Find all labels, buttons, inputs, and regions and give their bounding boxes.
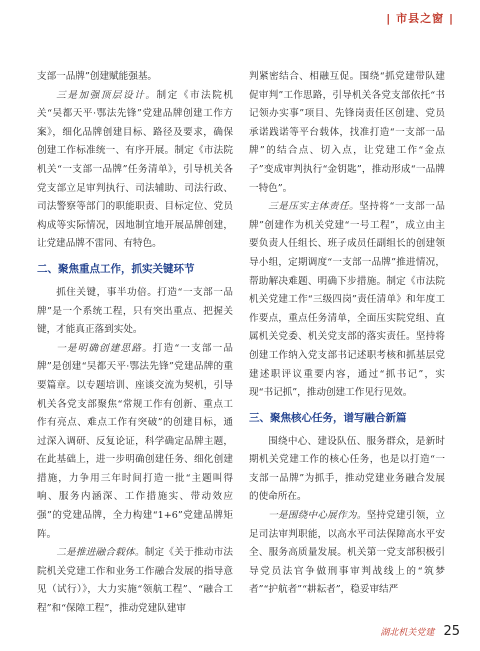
- paragraph-body: 坚持将“一支部一品牌”创建作为机关党建“一号工程”，成立由主要负责人任组长、班子成员任副组长的创建领导小组，定期调度“一支部一品牌”推进情况，帮助解决难题、明确下步措施。制定《市法院机关党建工作“三级四岗”责任清单》和年度工作要点，重点任务清单，全面压实院党组、直属机关党委、机关党支部的落实责任。坚持将创建工作纳入党支部书记述职考核和抓基层党建述职评议重要内容，通过“抓书记”，实现“书记抓”，推动创建工作见行见效。: [249, 201, 446, 399]
- paragraph-lead: 三是加强顶层设计。: [56, 89, 157, 101]
- paragraph-body: 打造“一支部一品牌”是创建“吴都天平·鄂法先锋”党建品牌的重要篇章。以专题培训、座谈交流为契机，引导机关各党支部聚焦“常规工作有创新、重点工作有亮点、难点工作有突破”的创建目标，通过深入调研、反复论证，科学确定品牌主题，在此基础上，进一步明确创建任务、细化创建措施，力争用三年时间打造一批“主题叫得响、服务内涵深、工作措施实、带动效应强”的党建品牌，全力构建“1+6”党建品牌矩阵。: [37, 342, 234, 540]
- paragraph: [249, 507, 445, 600]
- paragraph-lead: 二是推进融合载体。: [56, 547, 145, 559]
- paragraph: [37, 544, 233, 618]
- section-heading: 三、聚焦核心任务，谱写融合新篇: [249, 411, 407, 424]
- paragraph: 支部一品牌”创建赋能强基。: [37, 71, 158, 82]
- section-tag: | 市县之窗 |: [386, 12, 454, 25]
- paragraph-lead: 一是围绕中心展作为。: [268, 510, 367, 522]
- paragraph-lead: 一是明确创建思路。: [56, 342, 153, 354]
- right-column: [249, 68, 445, 600]
- page-footer: [380, 620, 460, 639]
- paragraph-body: 坚持党建引领，立足司法审判职能，以高水平司法保障高水平安全、服务高质量发展。机关第一党支部积极引导党员法官争做刑事审判战线上的“筑梦者”“护航者”“耕耘者”，稳妥审结严: [249, 510, 446, 596]
- section-heading: 二、聚焦重点工作，抓实关键环节: [37, 262, 195, 275]
- paragraph: [249, 198, 445, 403]
- paragraph: [37, 340, 233, 545]
- paragraph-body: 制定《市法院机关“吴都天平·鄂法先锋”党建品牌创建工作方案》，细化品牌创建目标、路径及要求，确保创建工作标准统一、有序开展。制定《市法院机关“一支部一品牌”任务清单》，引导机关各党支部立足审判执行、司法辅助、司法行政、司法警察等部门的职能职责、目标定位、党员构成等实际情况，因地制宜地开展品牌创建，让党建品牌不雷同、有特色。: [37, 89, 234, 250]
- paragraph: 抓住关键，事半功倍。打造“一支部一品牌”是一个系统工程，只有突出重点、把握关键，才能真正落到实处。: [37, 286, 233, 336]
- paragraph-lead: 三是压实主体责任。: [268, 201, 360, 213]
- paragraph: 判紧密结合、相融互促。围绕“抓党建带队建促审判”工作思路，引导机关各党支部依托“书记领办实事”项目、先锋岗责任区创建、党员承诺践诺等平台载体，找准打造“一支部一品牌”的结合点、切入点，让党建工作“金点子”变成审判执行“金钥匙”，推动形成“一品牌一特色”。: [249, 71, 445, 194]
- paragraph: [37, 87, 233, 254]
- paragraph-body: 制定《关于推动市法院机关党建工作和业务工作融合发展的指导意见（试行）》，大力实施“领航工程”、“融合工程”和“保障工程”，推动党建队建审: [37, 547, 234, 615]
- left-column: [37, 68, 233, 619]
- page-number: 25: [443, 624, 460, 639]
- magazine-name: 湖北机关党建: [380, 628, 435, 638]
- paragraph: 围绕中心、建设队伍、服务群众，是新时期机关党建工作的核心任务，也是以打造“一支部一品牌”为抓手，推动党建业务融合发展的使命所在。: [249, 435, 445, 503]
